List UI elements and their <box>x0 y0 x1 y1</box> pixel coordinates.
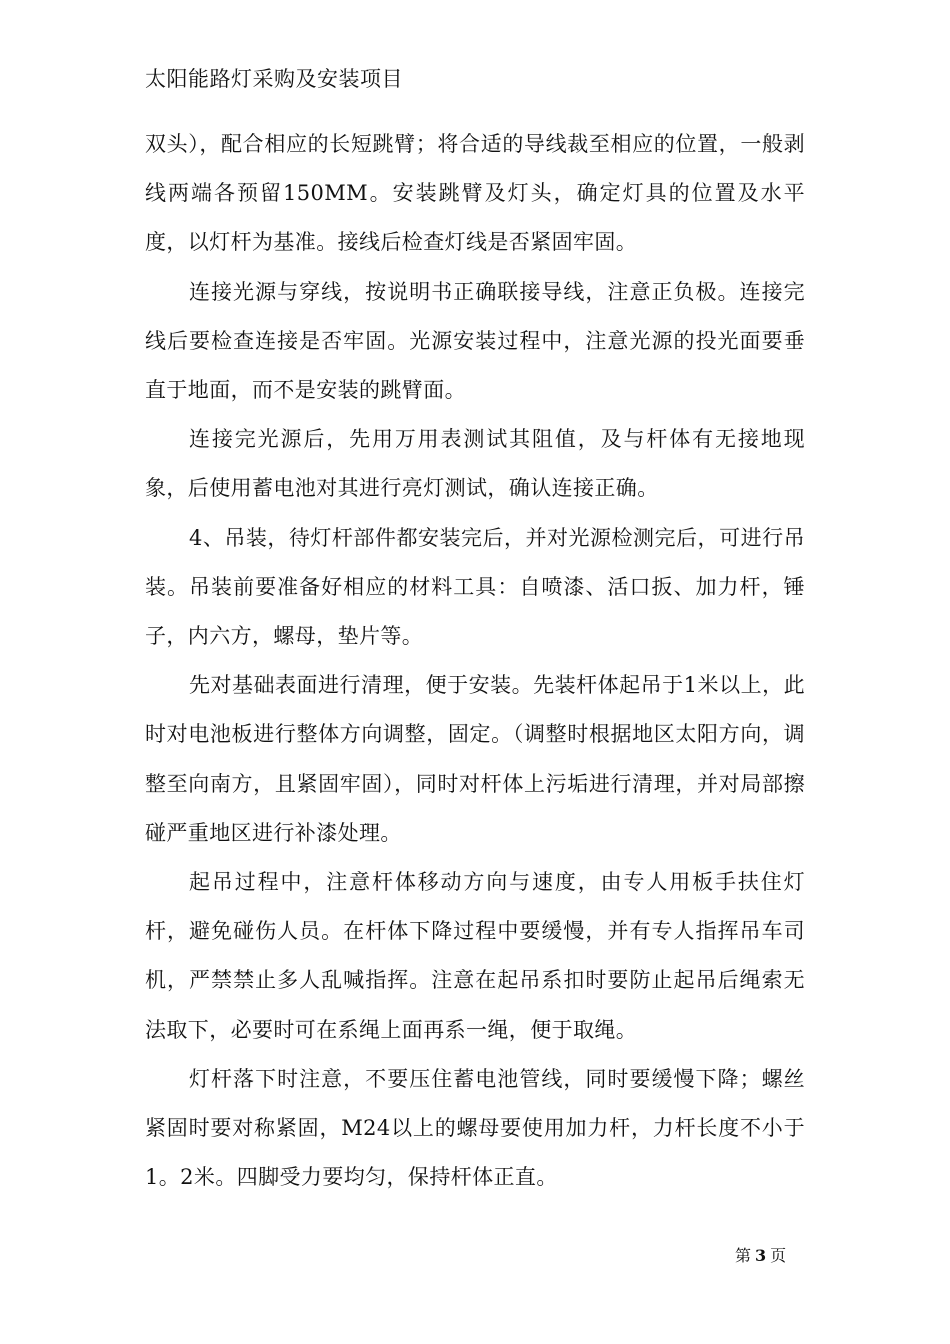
paragraph-7: 灯杆落下时注意，不要压住蓄电池管线，同时要缓慢下降；螺丝紧固时要对称紧固，M24以上的螺母要使用加力杆，力杆长度不小于1。2米。四脚受力要均匀，保持杆体正直。 <box>145 1066 805 1190</box>
paragraph-5: 先对基础表面进行清理，便于安装。先装杆体起吊于1米以上，此时对电池板进行整体方向调整，固定。（调整时根据地区太阳方向，调整至向南方，且紧固牢固），同时对杆体上污垢进行清理，并对局部擦碰严重地区进行补漆处理。 <box>145 673 805 845</box>
paragraph-3: 连接完光源后，先用万用表测试其阻值，及与杆体有无接地现象，后使用蓄电池对其进行亮灯测试，确认连接正确。 <box>145 427 805 501</box>
document-header: 太阳能路灯采购及安装项目 <box>145 67 403 91</box>
paragraph-6: 起吊过程中，注意杆体移动方向与速度，由专人用板手扶住灯杆，避免碰伤人员。在杆体下降过程中要缓慢，并有专人指挥吊车司机，严禁禁止多人乱喊指挥。注意在起吊系扣时要防止起吊后绳索无法取下，必要时可在系绳上面再系一绳，便于取绳。 <box>145 870 805 1042</box>
paragraph-2: 连接光源与穿线，按说明书正确联接导线，注意正负极。连接完线后要检查连接是否牢固。光源安装过程中，注意光源的投光面要垂直于地面，而不是安装的跳臂面。 <box>145 279 805 403</box>
page-number: 3 <box>755 1246 767 1265</box>
document-body <box>145 120 805 1202</box>
page-number-suffix: 页 <box>770 1246 787 1265</box>
page-number-prefix: 第 <box>735 1246 752 1265</box>
paragraph-1: 双头），配合相应的长短跳臂；将合适的导线裁至相应的位置，一般剥线两端各预留150MM。安装跳臂及灯头，确定灯具的位置及水平度，以灯杆为基准。接线后检查灯线是否紧固牢固。 <box>145 132 805 255</box>
page-footer <box>735 1244 786 1268</box>
paragraph-4: 4、吊装，待灯杆部件都安装完后，并对光源检测完后，可进行吊装。吊装前要准备好相应的材料工具：自喷漆、活口扳、加力杆，锤子，内六方，螺母，垫片等。 <box>145 525 805 649</box>
